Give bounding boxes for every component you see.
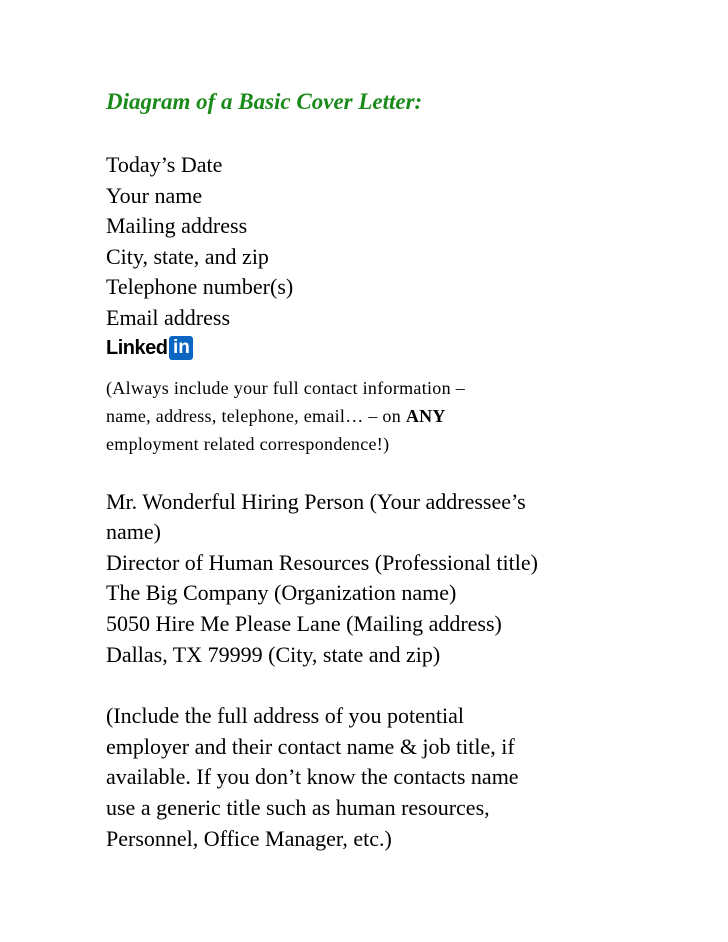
- addressee-line: name): [106, 519, 161, 545]
- contact-note: [106, 374, 706, 458]
- addressee-line: Director of Human Resources (Professional title): [106, 549, 538, 575]
- contact-line-date: Today’s Date: [106, 152, 223, 177]
- contact-line-city-state-zip: City, state, and zip: [106, 243, 269, 269]
- address-note-line: (Include the full address of you potential: [106, 703, 465, 729]
- contact-note-line-3: employment related correspondence!): [106, 433, 390, 454]
- address-note-line: Personnel, Office Manager, etc.): [106, 825, 392, 851]
- addressee-line: 5050 Hire Me Please Lane (Mailing address): [106, 610, 502, 636]
- address-note-block: [106, 701, 706, 854]
- linkedin-logo-word: Linked: [106, 337, 168, 360]
- addressee-line: Mr. Wonderful Hiring Person (Your addressee’s: [106, 488, 526, 514]
- sender-contact-block: [106, 150, 706, 362]
- linkedin-icon: in: [169, 336, 193, 360]
- contact-line-mailing-address: Mailing address: [106, 213, 248, 239]
- addressee-block: [106, 487, 706, 671]
- cover-letter-page: [106, 84, 706, 854]
- address-note-line: available. If you don’t know the contacts name: [106, 764, 519, 790]
- linkedin-logo: [106, 335, 706, 362]
- contact-line-email: Email address: [106, 304, 231, 330]
- address-note-line: use a generic title such as human resources,: [106, 794, 490, 820]
- page-title: Diagram of a Basic Cover Letter:: [106, 89, 423, 114]
- contact-line-name: Your name: [106, 182, 203, 208]
- contact-note-emphasis: ANY: [405, 405, 446, 426]
- addressee-line: The Big Company (Organization name): [106, 580, 457, 606]
- contact-note-line-2: [106, 402, 706, 430]
- contact-note-line-2-text: name, address, telephone, email… – on: [106, 405, 406, 426]
- address-note-line: employer and their contact name & job title, if: [106, 733, 515, 759]
- contact-note-line-1: (Always include your full contact information –: [106, 377, 466, 398]
- addressee-line: Dallas, TX 79999 (City, state and zip): [106, 641, 441, 667]
- contact-line-telephone: Telephone number(s): [106, 274, 294, 300]
